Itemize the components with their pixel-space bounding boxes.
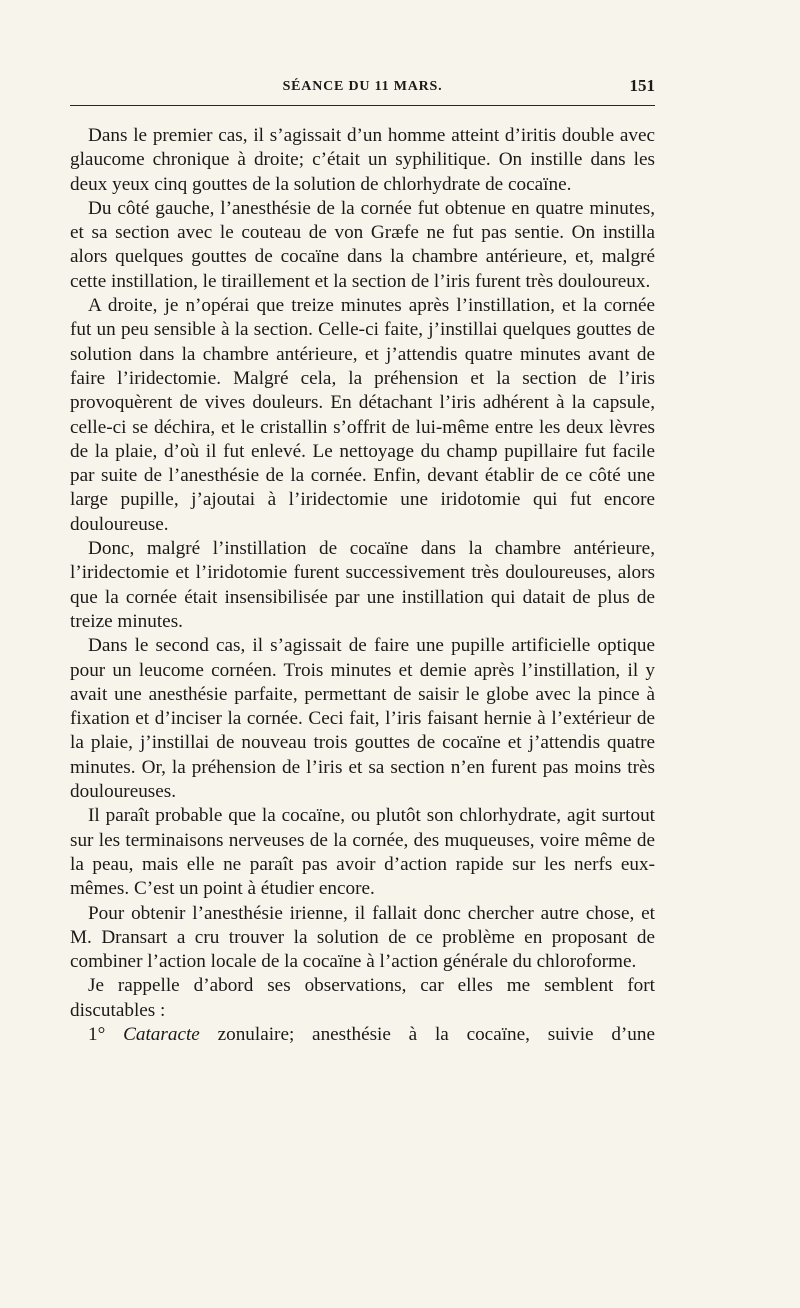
running-head: SÉANCE DU 11 MARS.	[282, 79, 443, 94]
paragraph: Dans le premier cas, il s’agissait d’un homme atteint d’iritis double avec glaucome chronique à droite; c’était un syphilitique. On instille dans les deux yeux cinq gouttes de la solution de chlorhydrate de cocaïne.	[70, 125, 655, 195]
paragraph: Pour obtenir l’anesthésie irienne, il fallait donc chercher autre chose, et M. Dransart a cru trouver la solution de ce problème en proposant de combiner l’action locale de la cocaïne à l’action générale du chloroforme.	[70, 902, 655, 973]
paragraph: A droite, je n’opérai que treize minutes après l’instillation, et la cornée fut un peu sensible à la section. Celle-ci faite, j’instillai quelques gouttes de solution dans la chambre antérieure, et j’attendis quatre minutes avant de faire l’iridectomie. Malgré cela, la préhension et la section de l’iris provoquèrent de vives douleurs. En détachant l’iris adhérent à la capsule, celle-ci se déchira, et le cristallin s’offrit de lui-même entre les deux lèvres de la plaie, d’où il fut enlevé. Le nettoyage du champ pupillaire fut facile par suite de l’anesthésie de la cornée. Enfin, devant établir de ce côté une large pupille, j’ajoutai à l’iridectomie une iridotomie qui fut encore douloureuse.	[70, 295, 655, 535]
list-item-1	[70, 1023, 655, 1047]
paragraph: Dans le second cas, il s’agissait de faire une pupille artificielle optique pour un leucome cornéen. Trois minutes et demie après l’instillation, il y avait une anesthésie parfaite, permettant de saisir le globe avec la pince à fixation et d’inciser la cornée. Ceci fait, l’iris faisant hernie à l’extérieur de la plaie, j’instillai de nouveau trois gouttes de cocaïne et j’attendis quatre minutes. Or, la préhension de l’iris et sa section n’en furent pas moins très douloureuses.	[70, 635, 655, 803]
list-marker: 1°	[88, 1023, 106, 1045]
paragraph: Donc, malgré l’instillation de cocaïne dans la chambre antérieure, l’iridectomie et l’iridotomie furent successivement très douloureuses, alors que la cornée était insensibilisée par une instillation qui datait de plus de treize minutes.	[70, 538, 655, 632]
list-term: Cataracte	[123, 1023, 200, 1045]
page-number: 151	[629, 76, 655, 95]
paragraph: Il paraît probable que la cocaïne, ou plutôt son chlorhydrate, agit surtout sur les terminaisons nerveuses de la cornée, des muqueuses, voire même de la peau, mais elle ne paraît pas avoir d’action rapide sur les nerfs eux-mêmes. C’est un point à étudier encore.	[70, 805, 655, 900]
header-rule	[70, 105, 655, 106]
paragraph: Je rappelle d’abord ses observations, car elles me semblent fort discutables :	[70, 975, 655, 1021]
list-text: zonulaire; anesthésie à la cocaïne, suivie d’une	[199, 1023, 656, 1045]
body-text	[70, 124, 655, 1047]
paragraph: Du côté gauche, l’anesthésie de la cornée fut obtenue en quatre minutes, et sa section avec le couteau de von Græfe ne fut pas sentie. On instilla alors quelques gouttes de cocaïne dans la chambre antérieure, et, malgré cette instillation, le tiraillement et la section de l’iris furent très douloureux.	[70, 197, 655, 292]
page-header	[70, 76, 655, 100]
